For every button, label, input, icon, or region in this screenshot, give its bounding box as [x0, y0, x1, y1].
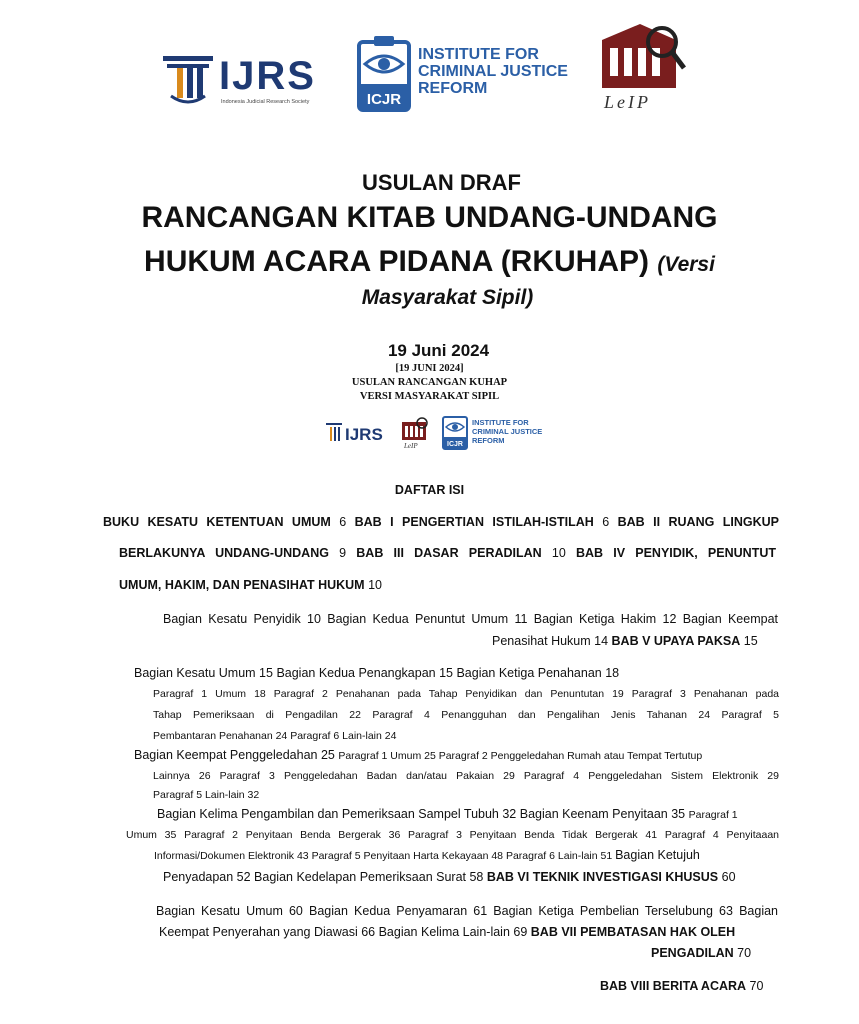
ijrs-wordmark: IJRS	[219, 54, 316, 98]
leip-logo	[600, 22, 686, 114]
icjr-abbr: ICJR	[366, 91, 402, 108]
toc-line: Lainnya 26 Paragraf 3 Penggeledahan Badan dan/atau Pakaian 29 Paragraf 4 Penggeledahan Sistem Elektronik 29	[153, 770, 779, 782]
ijrs-subtitle: Indonesia Judicial Research Society	[221, 99, 310, 105]
icjr-name: INSTITUTE FOR CRIMINAL JUSTICE REFORM	[418, 46, 568, 97]
toc-line: Bagian Kelima Pengambilan dan Pemeriksaan Sampel Tubuh 32 Bagian Keenam Penyitaan 35 Paragraf 1	[157, 807, 738, 821]
toc-line: Informasi/Dokumen Elektronik 43 Paragraf 5 Penyitaan Harta Kekayaan 48 Paragraf 6 Lain-lain 51 Bagian Ketujuh	[154, 848, 700, 862]
subtitle-block: [19 JUNI 2024] USULAN RANCANGAN KUHAP VERSI MASYARAKAT SIPIL	[351, 363, 508, 402]
toc-line: Pembantaran Penahanan 24 Paragraf 6 Lain-lain 24	[153, 730, 397, 742]
icjr-clipboard-eye-icon	[356, 36, 412, 112]
title-line-3: HUKUM ACARA PIDANA (RKUHAP) (Versi	[144, 245, 715, 278]
document-date: 19 Juni 2024	[387, 341, 490, 360]
toc-line: UMUM, HAKIM, DAN PENASIHAT HUKUM 10	[119, 578, 382, 592]
toc-line: Umum 35 Paragraf 2 Penyitaan Benda Bergerak 36 Paragraf 3 Penyitaan Benda Tidak Bergerak 41 Paragraf 4 Penyitaaan	[126, 829, 779, 841]
svg-text:LeIP: LeIP	[404, 442, 418, 450]
ijrs-emblem-icon	[163, 52, 215, 110]
toc-line: Bagian Kesatu Penyidik 10 Bagian Kedua Penuntut Umum 11 Bagian Ketiga Hakim 12 Bagian Keempat	[163, 612, 778, 626]
leip-building-icon	[600, 22, 686, 92]
leip-logo-small	[401, 416, 431, 450]
svg-text:IJRS: IJRS	[345, 425, 383, 444]
toc-line: Bagian Kesatu Umum 15 Bagian Kedua Penangkapan 15 Bagian Ketiga Penahanan 18	[134, 666, 620, 680]
icjr-logo-small	[442, 414, 547, 450]
toc-line: BAB VIII BERITA ACARA 70	[600, 979, 764, 993]
toc-line: BUKU KESATU KETENTUAN UMUM 6 BAB I PENGERTIAN ISTILAH-ISTILAH 6 BAB II RUANG LINGKUP	[103, 515, 779, 529]
title-line-4: Masyarakat Sipil)	[361, 286, 534, 309]
svg-text:INSTITUTE FOR: INSTITUTE FOR	[472, 418, 529, 427]
ijrs-logo	[163, 52, 338, 110]
toc-line: Penasihat Hukum 14 BAB V UPAYA PAKSA 15	[492, 634, 758, 648]
toc-line: Paragraf 1 Umum 18 Paragraf 2 Penahanan pada Tahap Penyidikan dan Penuntutan 19 Paragraf 3 Penahanan pada	[153, 688, 779, 700]
toc-line: Tahap Pemeriksaan di Pengadilan 22 Paragraf 4 Penangguhan dan Pengalihan Jenis Tahanan 24 Paragraf 5	[153, 709, 779, 721]
toc-line: BERLAKUNYA UNDANG-UNDANG 9 BAB III DASAR PERADILAN 10 BAB IV PENYIDIK, PENUNTUT	[119, 546, 776, 560]
toc-line: PENGADILAN 70	[651, 946, 752, 960]
toc-line: Penyadapan 52 Bagian Kedelapan Pemeriksaan Surat 58 BAB VI TEKNIK INVESTIGASI KHUSUS 60	[163, 870, 736, 884]
title-line-2: RANCANGAN KITAB UNDANG-UNDANG	[141, 201, 718, 234]
toc-line: Paragraf 5 Lain-lain 32	[153, 789, 260, 801]
title-line-1: USULAN DRAF	[362, 170, 521, 195]
svg-text:REFORM: REFORM	[472, 436, 505, 445]
svg-text:CRIMINAL JUSTICE: CRIMINAL JUSTICE	[472, 427, 543, 436]
toc-heading: DAFTAR ISI	[394, 483, 465, 497]
ijrs-logo-small	[326, 419, 388, 447]
icjr-logo	[356, 36, 581, 112]
leip-wordmark: LeIP	[604, 92, 651, 112]
toc-line: Bagian Kesatu Umum 60 Bagian Kedua Penyamaran 61 Bagian Ketiga Pembelian Terselubung 63 Bagian	[156, 904, 778, 918]
svg-text:ICJR: ICJR	[447, 441, 463, 448]
toc-line: Bagian Keempat Penggeledahan 25 Paragraf 1 Umum 25 Paragraf 2 Penggeledahan Rumah atau Tempat Tertutup	[134, 748, 703, 762]
toc-line: Keempat Penyerahan yang Diawasi 66 Bagian Kelima Lain-lain 69 BAB VII PEMBATASAN HAK OLEH	[159, 925, 736, 939]
